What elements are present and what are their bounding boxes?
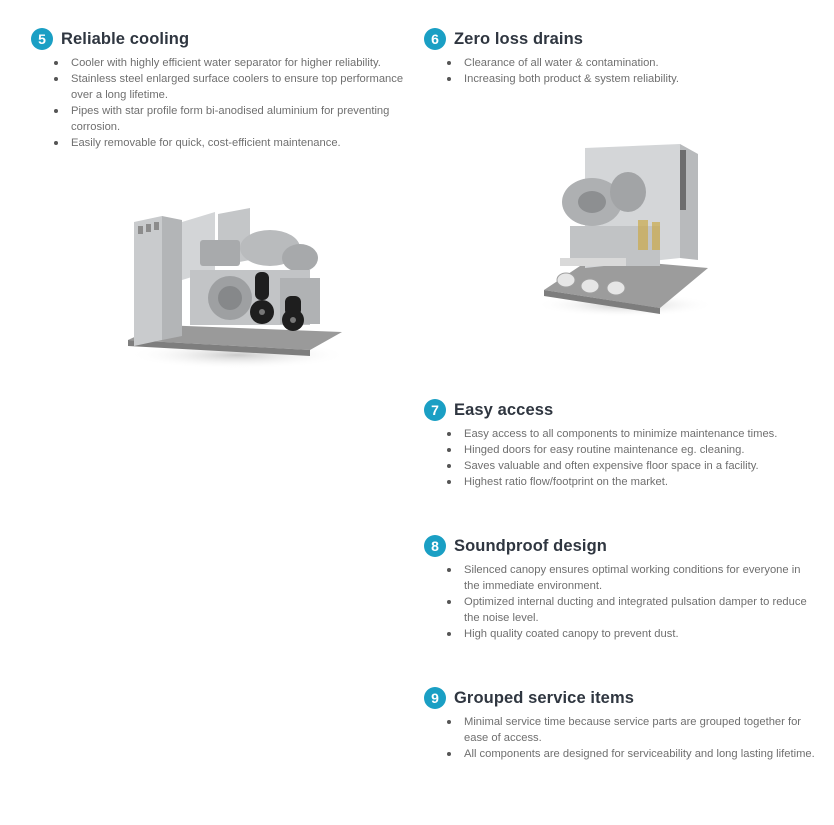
list-item: Highest ratio flow/footprint on the market. [424, 474, 824, 490]
bullet-list [424, 426, 824, 490]
list-item: Minimal service time because service parts are grouped together for ease of access. [424, 714, 819, 746]
list-item: Stainless steel enlarged surface coolers to ensure top performance over a long lifetime. [31, 71, 416, 103]
section-heading [31, 27, 416, 51]
section-title: Zero loss drains [454, 29, 584, 48]
section-heading [424, 534, 819, 558]
section-grouped-service-items [424, 686, 819, 762]
list-item: Pipes with star profile form bi-anodised aluminium for preventing corrosion. [31, 103, 416, 135]
section-heading [424, 27, 819, 51]
list-item: Silenced canopy ensures optimal working conditions for everyone in the immediate environment. [424, 562, 819, 594]
section-heading [424, 686, 819, 710]
list-item: Easy access to all components to minimize maintenance times. [424, 426, 824, 442]
list-item: Cooler with highly efficient water separator for higher reliability. [31, 55, 416, 71]
section-heading [424, 398, 824, 422]
list-item: Easily removable for quick, cost-efficient maintenance. [31, 135, 416, 151]
bullet-list [424, 55, 819, 87]
section-reliable-cooling [31, 27, 416, 151]
bullet-list [424, 562, 819, 642]
section-title: Grouped service items [454, 688, 635, 707]
drain-unit-illustration [530, 140, 715, 320]
bullet-list [424, 714, 819, 762]
list-item: Saves valuable and often expensive floor space in a facility. [424, 458, 824, 474]
list-item: All components are designed for serviceability and long lasting lifetime. [424, 746, 819, 762]
section-easy-access [424, 398, 824, 490]
bullet-list [31, 55, 416, 151]
number-badge: 9 [424, 687, 446, 709]
list-item: Hinged doors for easy routine maintenance eg. cleaning. [424, 442, 824, 458]
section-title: Soundproof design [454, 536, 607, 555]
list-item: Optimized internal ducting and integrated pulsation damper to reduce the noise level. [424, 594, 819, 626]
number-badge: 6 [424, 28, 446, 50]
section-title: Reliable cooling [61, 29, 190, 48]
section-soundproof-design [424, 534, 819, 642]
section-title: Easy access [454, 400, 554, 419]
list-item: Clearance of all water & contamination. [424, 55, 819, 71]
number-badge: 7 [424, 399, 446, 421]
list-item: High quality coated canopy to prevent dust. [424, 626, 819, 642]
number-badge: 5 [31, 28, 53, 50]
section-zero-loss-drains [424, 27, 819, 87]
cooler-unit-illustration [120, 200, 350, 375]
list-item: Increasing both product & system reliability. [424, 71, 819, 87]
number-badge: 8 [424, 535, 446, 557]
